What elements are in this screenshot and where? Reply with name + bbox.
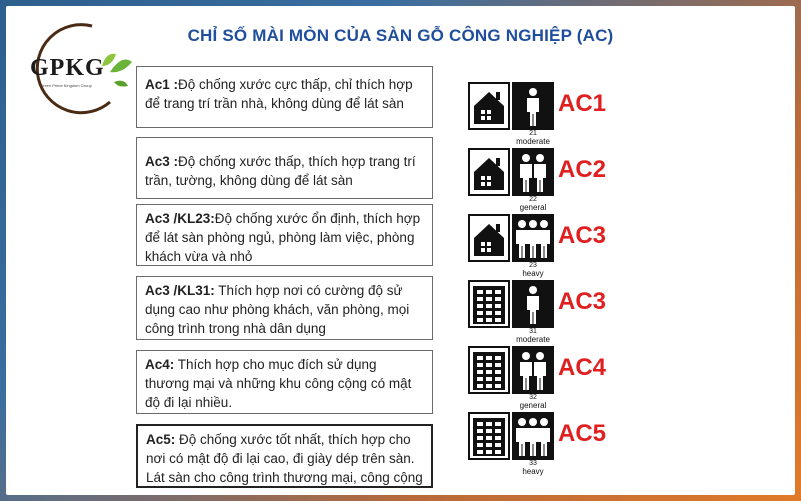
description-lead: Ac4: — [145, 357, 175, 372]
people-icon — [512, 214, 554, 262]
description-box-3 — [136, 276, 433, 340]
people-icon — [512, 280, 554, 328]
page-title: CHỈ SỐ MÀI MÒN CỦA SÀN GỖ CÔNG NGHIỆP (AC) — [187, 26, 614, 45]
usage-category: general — [519, 203, 547, 212]
class-number: 21 — [529, 130, 537, 137]
ac-label: AC2 — [558, 156, 607, 183]
description-body: Thích hợp nơi có cường độ sử dụng cao như phòng khách, văn phòng, mọi công trình trong nhà dân dụng — [145, 283, 410, 336]
description-box-2 — [136, 204, 433, 266]
office-building-icon — [468, 346, 510, 394]
people-icon — [512, 148, 554, 196]
class-number: 32 — [529, 394, 537, 401]
description-lead: Ac5: — [146, 432, 176, 447]
class-number: 33 — [529, 460, 537, 467]
ac-class-row — [468, 280, 634, 344]
description-body: Độ chống xước ổn định, thích hợp để lát sàn phòng ngủ, phòng làm việc, phòng khách vừa và nhỏ — [145, 211, 421, 264]
class-number: 23 — [529, 262, 537, 269]
house-icon — [468, 82, 510, 130]
description-lead: Ac3 : — [145, 154, 179, 169]
people-icon — [512, 82, 554, 130]
description-body: Thích hợp cho mục đích sử dụng thương mại và những khu công cộng có mật độ đi lại nhiều. — [145, 357, 412, 410]
house-icon — [468, 148, 510, 196]
office-building-icon — [468, 280, 510, 328]
usage-category: heavy — [522, 269, 544, 278]
ac-label: AC3 — [558, 288, 607, 315]
ac-label: AC1 — [558, 90, 607, 117]
description-lead: Ac1 : — [145, 77, 179, 92]
logo-text: GPKG — [30, 55, 105, 81]
ac-label: AC3 — [558, 222, 607, 249]
ac-class-row — [468, 148, 634, 212]
usage-category: moderate — [516, 335, 550, 344]
ac-class-row — [468, 82, 634, 146]
ac-label: AC5 — [558, 420, 607, 447]
class-number: 31 — [529, 328, 537, 335]
description-box-5 — [136, 424, 433, 488]
ac-class-row — [468, 412, 634, 476]
people-icon — [512, 346, 554, 394]
usage-category: heavy — [522, 467, 544, 476]
description-box-0 — [136, 66, 433, 128]
usage-category: moderate — [516, 137, 550, 146]
usage-category: general — [519, 401, 547, 410]
description-box-1 — [136, 137, 433, 199]
logo-tagline: Green Prime Kingdom Group — [40, 83, 92, 88]
ac-class-row — [468, 346, 634, 410]
description-lead: Ac3 /KL23: — [145, 211, 215, 226]
ac-label: AC4 — [558, 354, 607, 381]
description-body: Độ chống xước thấp, thích hợp trang trí trần, tường, không dùng để lát sàn — [145, 154, 416, 188]
office-building-icon — [468, 412, 510, 460]
class-number: 22 — [529, 196, 537, 203]
description-body: Độ chống xước tốt nhất, thích hợp cho nơi có mật độ đi lại cao, đi giày dép trên sàn. Lát sàn cho công trình thương mại, công cộng — [146, 432, 423, 485]
people-icon — [512, 412, 554, 460]
description-box-4 — [136, 350, 433, 414]
description-lead: Ac3 /KL31: — [145, 283, 215, 298]
house-icon — [468, 214, 510, 262]
ac-class-row — [468, 214, 634, 278]
description-body: Độ chống xước cực thấp, chỉ thích hợp để trang trí trần nhà, không dùng để lát sàn — [145, 77, 413, 111]
